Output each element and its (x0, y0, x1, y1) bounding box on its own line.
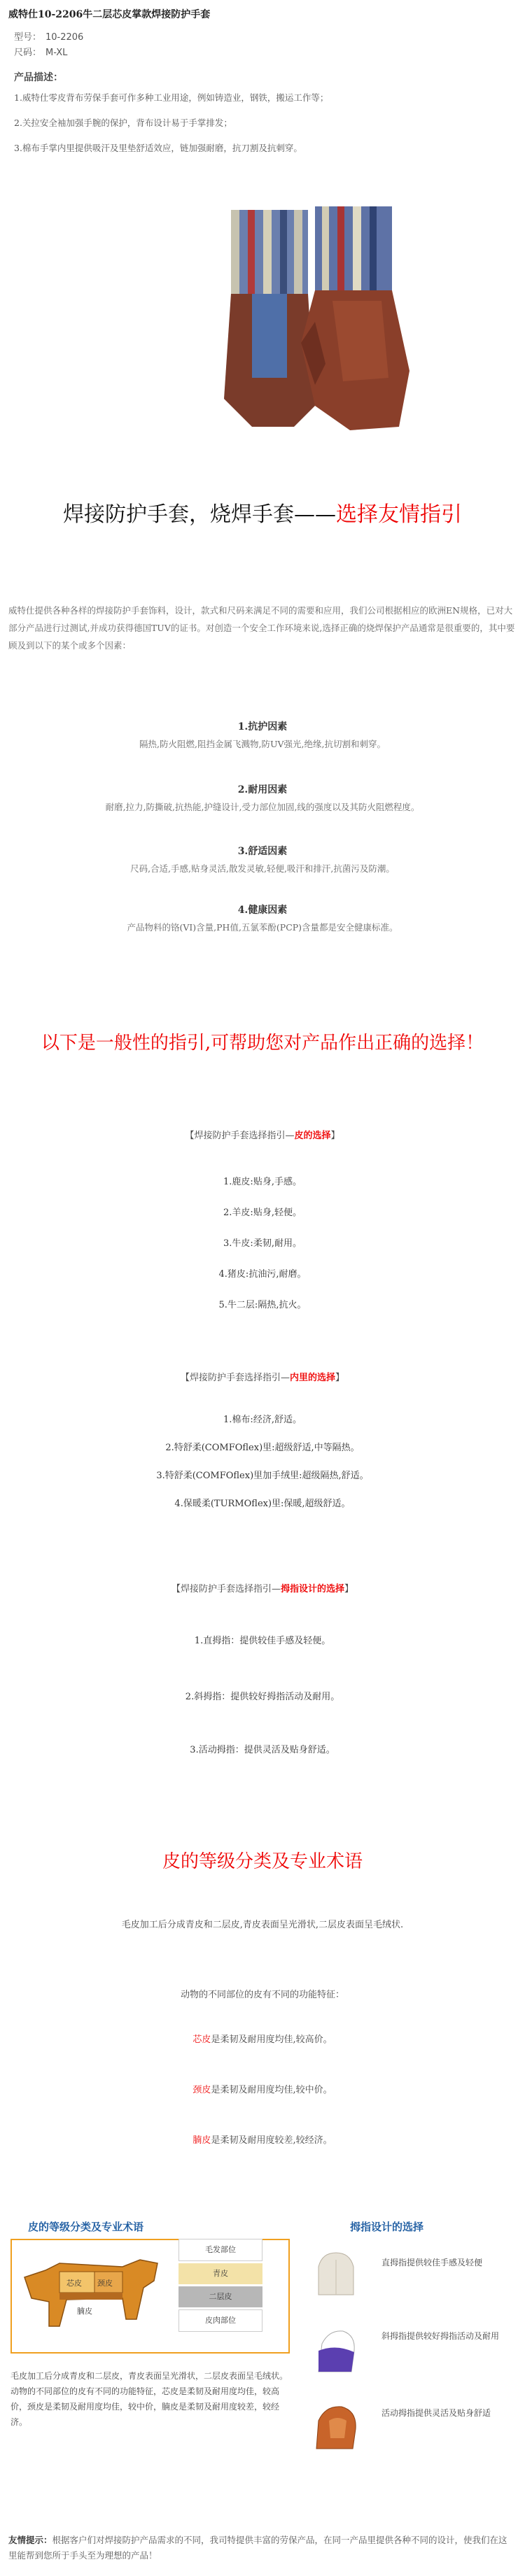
glove-product-image (210, 196, 420, 434)
panel-left-text: 毛皮加工后分成青皮和二层皮，青皮表面呈光滑状，二层皮表面呈毛绒状。动物的不同部位的皮有不同的功能特征，芯皮是柔韧及耐用度均佳，较高价，颈皮是柔韧及耐用度均佳，较中价，腩皮是柔韧及耐用度较差，较经济。 (10, 2371, 288, 2427)
thumb-caption: 活动拇指提供灵活及贴身舒适 (382, 2408, 491, 2418)
lining-guide-heading (0, 1370, 525, 1383)
description-heading: 产品描述： (14, 72, 63, 83)
leather-guide-heading (0, 1128, 525, 1141)
layer-flesh: 皮肉部位 (178, 2309, 262, 2332)
guide-head-prefix: 【焊接防护手套选择指引— (185, 1131, 295, 1141)
guide-banner-red: 选择友情指引 (336, 502, 462, 527)
guide-item: 2.斜拇指：提供较好拇指活动及耐用。 (185, 1692, 340, 1702)
thumb-caption: 斜拇指提供较好拇指活动及耐用 (382, 2331, 500, 2341)
factor-body: 产品物料的铬(VI)含量,PH值,五氯苯酚(PCP)含量都是安全健康标准。 (127, 922, 398, 933)
layer-split: 二层皮 (178, 2286, 262, 2307)
guide-head-highlight: 皮的选择 (294, 1131, 331, 1141)
size-row (14, 45, 67, 58)
factor-title: 4.健康因素 (237, 905, 288, 916)
factor-body: 耐磨,拉力,防撕破,抗热能,护缝设计,受力部位加固,线的强度以及其防火阻燃程度。 (105, 802, 420, 812)
guide-item: 4.保暖柔(TURMOflex)里:保暖,超级舒适。 (174, 1499, 351, 1509)
factor-body: 尺码,合适,手感,贴身灵活,散发灵敏,轻便,吸汗和排汗,抗菌污及防潮。 (130, 863, 395, 874)
panel-left-title: 皮的等级分类及专业术语 (28, 2221, 144, 2233)
cow-label: 腩皮 (77, 2307, 92, 2316)
model-value: 10-2206 (46, 32, 84, 43)
grade-part-desc: 是柔韧及耐用度均佳,较中价。 (211, 2085, 332, 2095)
cow-label: 颈皮 (97, 2279, 113, 2288)
factor-body: 隔热,防火阻燃,阻挡金属飞溅物,防UV强光,绝缘,抗切割和刺穿。 (139, 739, 386, 749)
guide-head-prefix: 【焊接防护手套选择指引— (180, 1373, 290, 1383)
keystone-thumb-glove-icon (308, 2400, 364, 2456)
product-title: 威特仕10-2206牛二层芯皮掌款焊接防护手套 (8, 9, 211, 20)
size-label: 尺码： (14, 48, 42, 58)
guide-item: 3.牛皮:柔韧,耐用。 (223, 1238, 302, 1249)
guide-head-highlight: 拇指设计的选择 (280, 1584, 344, 1594)
leather-layer-diagram (178, 2239, 262, 2334)
grade-part-name: 腩皮 (192, 2135, 211, 2146)
guide-head-highlight: 内里的选择 (289, 1373, 335, 1383)
guide-item: 1.棉布:经济,舒适。 (223, 1415, 302, 1425)
guide-intro-banner: 以下是一般性的指引,可帮助您对产品作出正确的选择！ (41, 1033, 484, 1054)
guide-head-suffix: 】 (330, 1131, 340, 1141)
guide-item: 1.直拇指：提供较佳手感及轻便。 (194, 1636, 331, 1646)
model-row (14, 29, 83, 43)
leather-grade-title: 皮的等级分类及专业术语 (162, 1851, 363, 1872)
cow-label: 芯皮 (66, 2279, 82, 2288)
guide-head-suffix: 】 (344, 1584, 354, 1594)
guide-head-prefix: 【焊接防护手套选择指引— (171, 1584, 281, 1594)
grade-part (0, 2132, 525, 2146)
grade-part-name: 芯皮 (192, 2034, 211, 2045)
size-value: M-XL (46, 48, 68, 58)
thumb-caption: 直拇指提供较佳手感及轻便 (382, 2258, 483, 2267)
guide-item: 3.特舒柔(COMFOflex)里加手绒里:超级隔热,舒适。 (156, 1471, 369, 1481)
guide-banner-title (0, 497, 525, 528)
footer-tip (8, 2533, 516, 2563)
glove-front (301, 206, 410, 430)
grade-line: 动物的不同部位的皮有不同的功能特征： (180, 1990, 344, 2000)
wing-thumb-glove-icon (308, 2323, 364, 2379)
layer-hair: 毛发部位 (178, 2239, 262, 2261)
guide-item: 5.牛二层:隔热,抗火。 (218, 1300, 307, 1310)
grade-part (0, 2082, 525, 2095)
guide-item: 3.活动拇指：提供灵活及贴身舒适。 (190, 1745, 335, 1755)
panel-right-title: 拇指设计的选择 (350, 2221, 424, 2233)
grade-line: 毛皮加工后分成青皮和二层皮,青皮表面呈光滑状,二层皮表面呈毛绒状. (121, 1920, 404, 1930)
guide-item: 4.猪皮:抗油污,耐磨。 (218, 1269, 307, 1280)
guide-item: 2.羊皮:贴身,轻便。 (223, 1208, 302, 1218)
thumb-guide-heading (0, 1581, 525, 1594)
guide-item: 2.特舒柔(COMFOflex)里:超级舒适,中等隔热。 (165, 1443, 360, 1453)
grade-part-desc: 是柔韧及耐用度均佳,较高价。 (211, 2034, 332, 2045)
model-label: 型号： (14, 32, 42, 43)
factor-title: 1.抗护因素 (237, 721, 288, 733)
description-item: 3.棉布手掌内里提供吸汗及里垫舒适效应，链加强耐磨，抗刀割及抗刺穿。 (14, 143, 302, 153)
guide-banner-black: 焊接防护手套，烧焊手套—— (63, 502, 336, 527)
intro-paragraph: 威特仕提供各种各样的焊接防护手套饰料，设计，款式和尺码来满足不同的需要和应用，我们公司根据相应的欧洲EN规格，已对大部分产品进行过测试,并成功获得德国TUV的证书。对创造一个安全工作环境来说,选择正确的烧焊保护产品通常是很重要的，其中要顾及到以下的某个或多个因素： (8, 605, 515, 651)
factor-title: 3.舒适因素 (237, 846, 288, 857)
grade-part-desc: 是柔韧及耐用度较差,较经济。 (211, 2135, 332, 2146)
straight-thumb-glove-icon (308, 2246, 364, 2302)
footer-label: 友情提示： (8, 2535, 52, 2545)
footer-text: 根据客户们对焊接防护产品需求的不同，我司特提供丰富的劳保产品，在同一产品里提供各种不同的设计，使我们在这里能帮到您所于手头至为理想的产品！ (8, 2535, 507, 2561)
factor-title: 2.耐用因素 (237, 784, 288, 795)
grade-part-name: 颈皮 (192, 2085, 211, 2095)
guide-head-suffix: 】 (335, 1373, 345, 1383)
glove-back (224, 210, 315, 427)
cow-diagram (18, 2249, 164, 2340)
description-item: 1.威特仕零皮背布劳保手套可作多种工业用途，例如铸造业，钢铁，搬运工作等； (14, 92, 329, 103)
grade-part (0, 2032, 525, 2045)
description-item: 2.关拉安全袖加强手腕的保护，背布设计易于手掌排发； (14, 118, 232, 128)
guide-item: 1.鹿皮:贴身,手感。 (223, 1177, 302, 1187)
layer-top-grain: 青皮 (178, 2263, 262, 2284)
